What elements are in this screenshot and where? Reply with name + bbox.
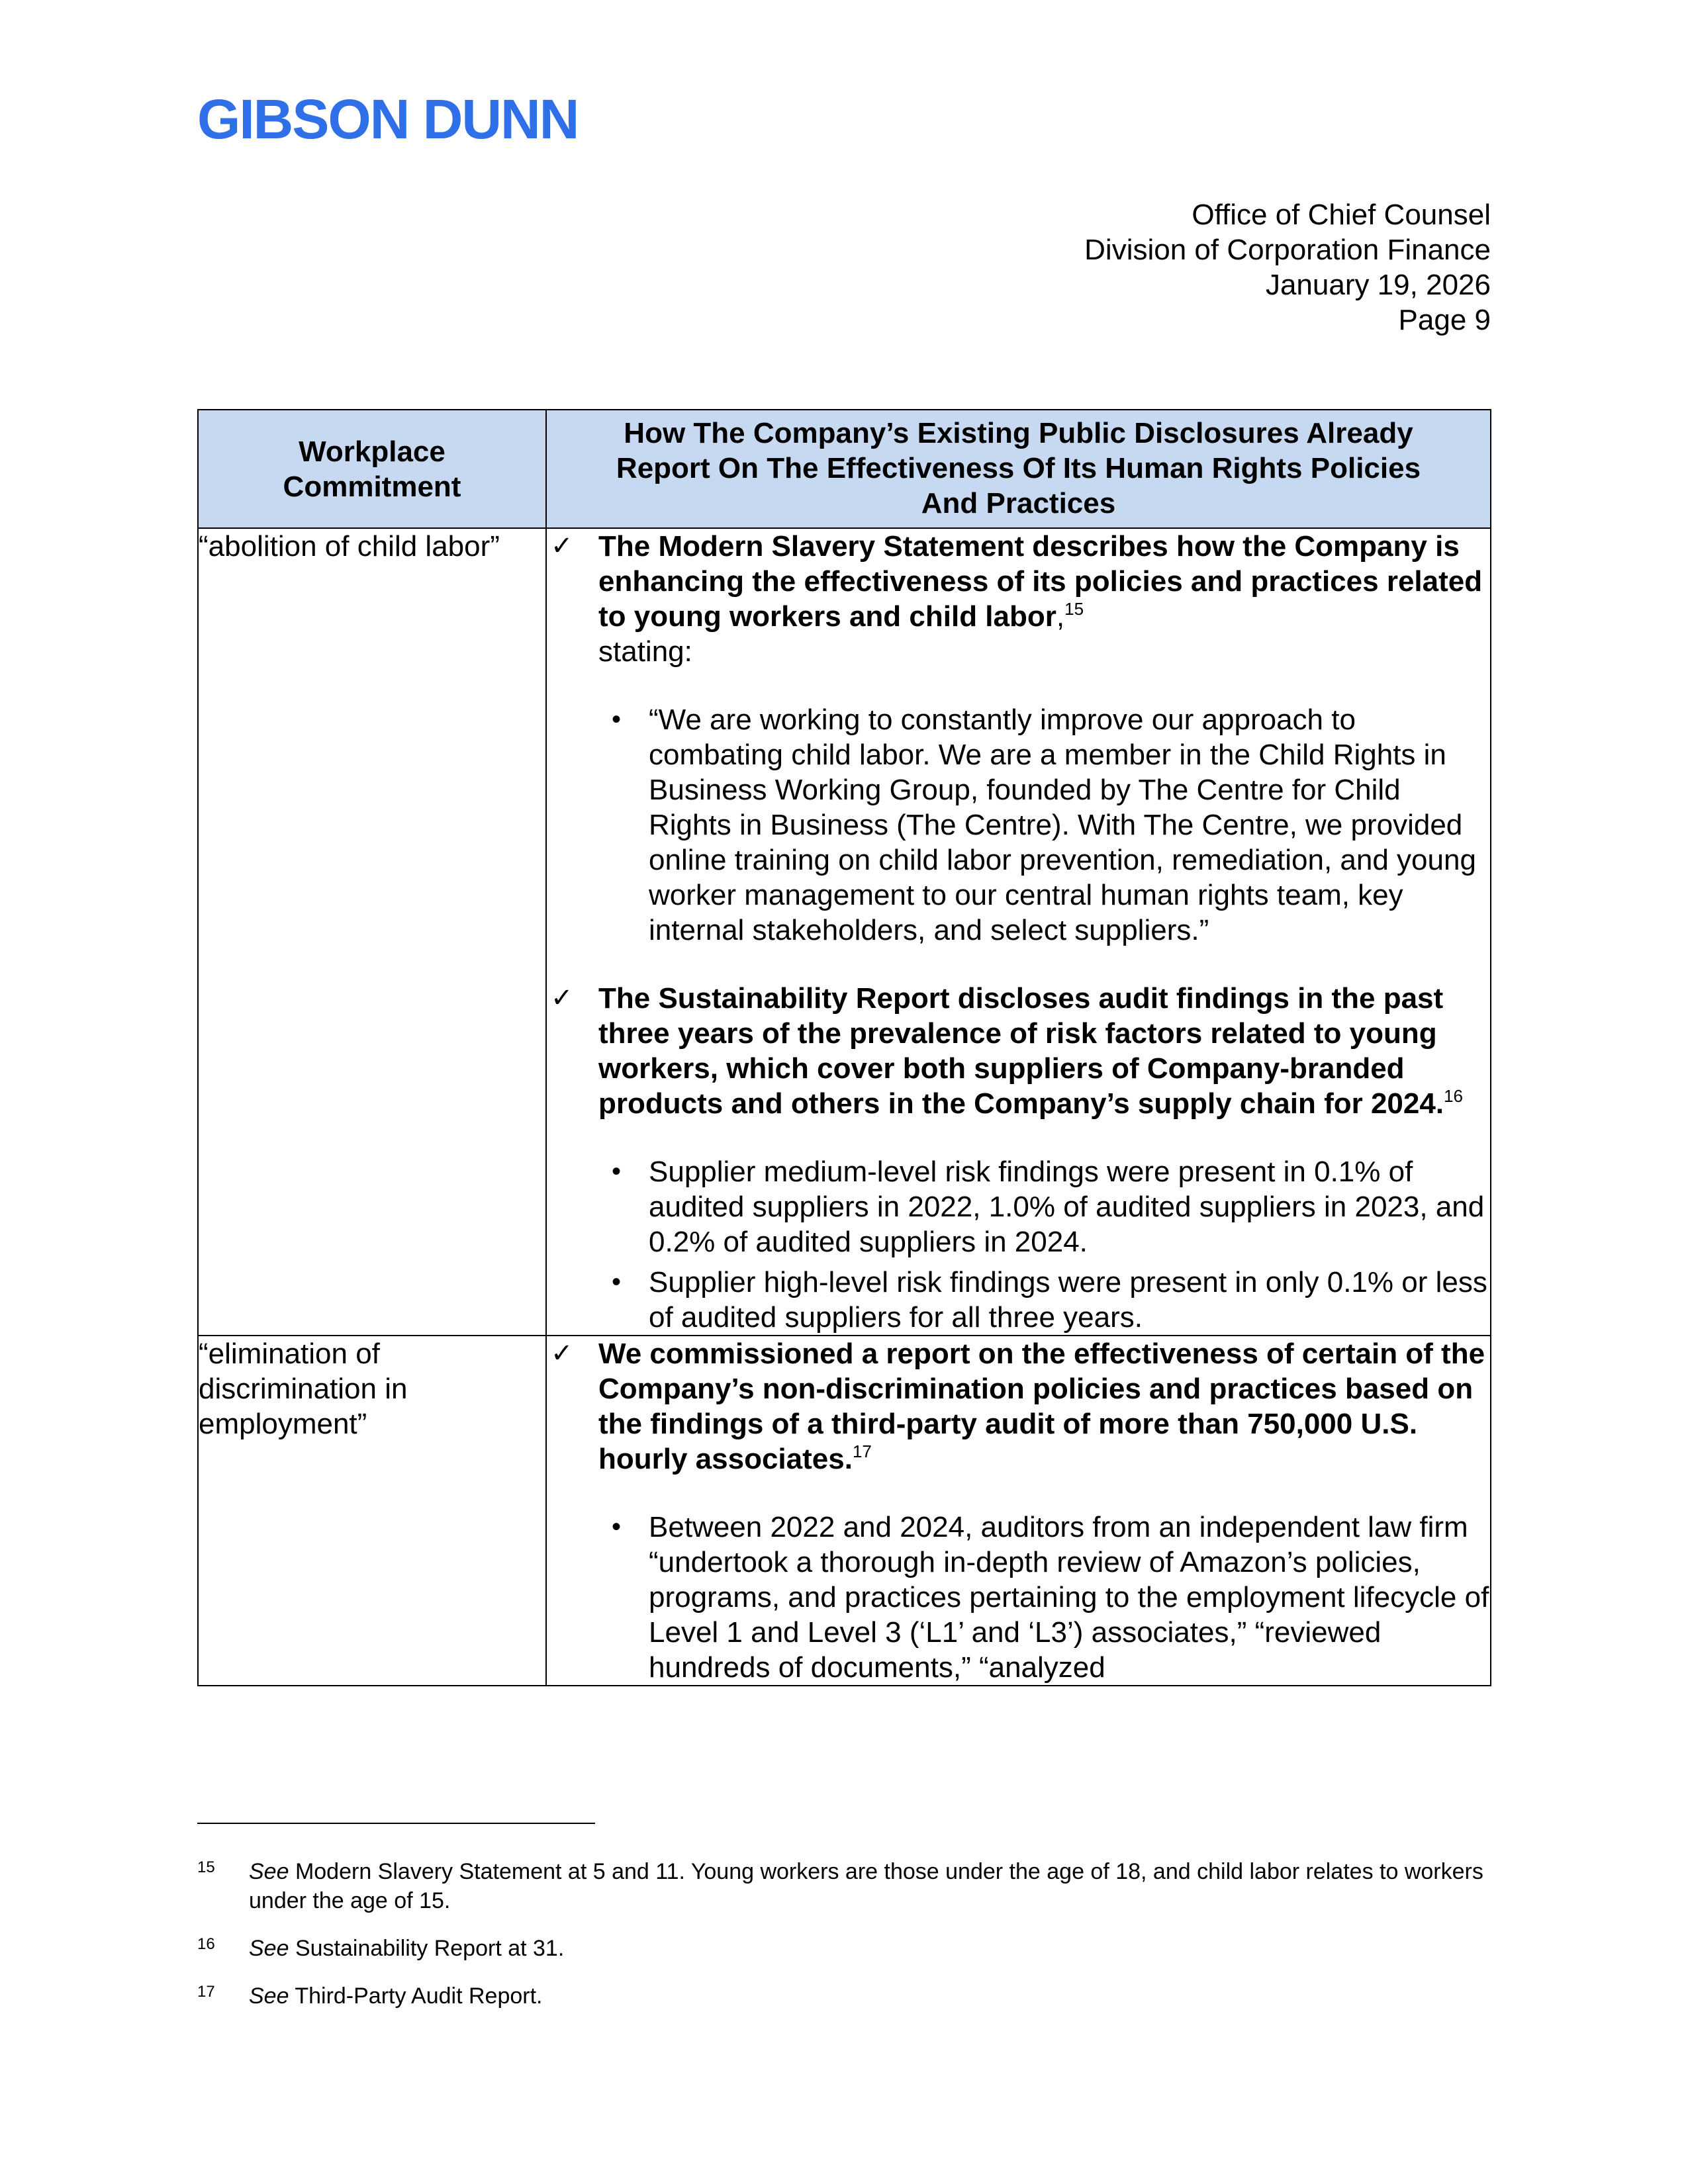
check-item (547, 1336, 1490, 1477)
disclosures-table (197, 409, 1491, 1686)
check-item-bold-text: We commissioned a report on the effectiveness of certain of the Company’s non-discrimination policies and practices based on the findings of a third-party audit of more than 750,000 U.S. hourly associates. (598, 1338, 1485, 1475)
list-item (547, 1265, 1490, 1335)
bullet-list (547, 1510, 1490, 1685)
footnote-see: See (249, 1859, 289, 1884)
checkmark-icon: ✓ (551, 531, 573, 561)
bullet-icon: • (612, 1157, 622, 1186)
footnote-text: Sustainability Report at 31. (289, 1936, 565, 1961)
bullet-icon: • (612, 1512, 622, 1541)
check-item-tail: stating: (598, 635, 692, 668)
check-item-bold-text: The Modern Slavery Statement describes how the Company is enhancing the effectiveness of its policies and practices related to young workers and child labor (598, 530, 1483, 633)
commitment-text: “elimination of discrimination in employment” (199, 1338, 408, 1440)
footnote-ref: 16 (1444, 1086, 1463, 1106)
bullet-list (547, 702, 1490, 948)
footnote (197, 1934, 1490, 1963)
check-item-punct: , (1056, 600, 1065, 633)
footnote-text: Third-Party Audit Report. (289, 1983, 543, 2009)
bullet-list (547, 1154, 1490, 1335)
check-item-bold-text: The Sustainability Report discloses audit findings in the past three years of the prevalence of risk factors related to young workers, which cover both suppliers of Company-branded products and others in the Company’s supply chain for 2024. (598, 982, 1444, 1120)
list-item (547, 1154, 1490, 1259)
checkmark-icon: ✓ (551, 983, 573, 1013)
commitment-cell (198, 1336, 546, 1686)
bullet-text: “We are working to constantly improve our approach to combating child labor. We are a member in the Child Rights in Business Working Group, founded by The Centre for Child Rights in Business (The Centre). With The Centre, we provided online training on child labor prevention, remediation, and young worker management to our central human rights team, key internal stakeholders, and select suppliers.” (649, 704, 1476, 946)
footnotes (197, 1857, 1490, 2029)
footnote-see: See (249, 1983, 289, 2009)
table-row (198, 1336, 1491, 1686)
check-item (547, 529, 1490, 669)
bullet-text: Supplier high-level risk findings were present in only 0.1% or less of audited suppliers for all three years. (649, 1266, 1487, 1334)
list-item (547, 1510, 1490, 1685)
bullet-text: Between 2022 and 2024, auditors from an independent law firm “undertook a thorough in-depth review of Amazon’s policies, programs, and practices pertaining to the employment lifecycle of Level 1 and Level 3 (‘L1’ and ‘L3’) associates,” “reviewed hundreds of documents,” “analyzed (649, 1511, 1489, 1684)
checkmark-icon: ✓ (551, 1338, 573, 1369)
disclosure-cell (546, 1336, 1491, 1686)
footnote-number: 16 (197, 1935, 215, 1953)
column-header-disclosures: How The Company’s Existing Public Disclosures Already Report On The Effectiveness Of Its Human Rights Policies And Practices (546, 410, 1491, 528)
recipient-division: Division of Corporation Finance (1084, 234, 1491, 266)
bullet-icon: • (612, 705, 622, 734)
bullet-icon: • (612, 1267, 622, 1297)
letter-header (895, 197, 1491, 338)
table-row (198, 528, 1491, 1336)
list-item (547, 702, 1490, 948)
footnote-see: See (249, 1936, 289, 1961)
footnote-number: 15 (197, 1858, 215, 1876)
footnote-ref: 17 (852, 1441, 872, 1461)
table-header-row (198, 410, 1491, 528)
footnote-ref: 15 (1064, 599, 1084, 619)
page-number: Page 9 (1398, 304, 1491, 336)
firm-logo: GIBSON DUNN (197, 88, 579, 150)
check-item (547, 981, 1490, 1121)
letter-date: January 19, 2026 (1265, 269, 1491, 301)
recipient-office: Office of Chief Counsel (1192, 199, 1491, 231)
column-header-commitment: Workplace Commitment (198, 410, 546, 528)
footnote-number: 17 (197, 1983, 215, 2001)
footnote-text: Modern Slavery Statement at 5 and 11. Young workers are those under the age of 18, and child labor relates to workers under the age of 15. (249, 1859, 1483, 1913)
footnote (197, 1981, 1490, 2011)
commitment-cell (198, 528, 546, 1336)
footnote-separator (197, 1823, 595, 1824)
footnote (197, 1857, 1490, 1915)
bullet-text: Supplier medium-level risk findings were present in 0.1% of audited suppliers in 2022, 1.0% of audited suppliers in 2023, and 0.2% of audited suppliers in 2024. (649, 1156, 1485, 1258)
commitment-text: “abolition of child labor” (199, 530, 500, 563)
disclosure-cell (546, 528, 1491, 1336)
